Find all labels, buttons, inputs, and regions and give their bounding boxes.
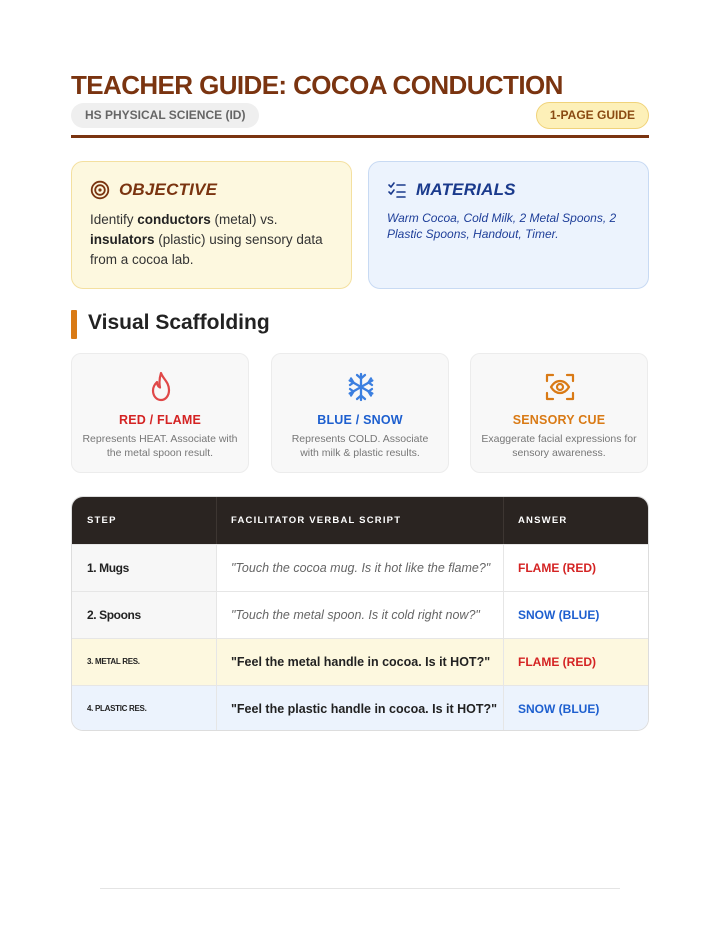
materials-card [368,161,649,289]
scaffold-tile-flame [71,353,249,473]
script-text: "Touch the metal spoon. Is it cold right now?" [231,608,480,622]
section-title: Visual Scaffolding [88,311,270,334]
page-title: TEACHER GUIDE: COCOA CONDUCTION [71,70,563,100]
column-header-step: STEP [87,515,117,526]
table-header [72,497,648,544]
tile-label: BLUE / SNOW [317,413,403,427]
step-cell [72,639,216,685]
tile-label: RED / FLAME [118,413,202,427]
table-row [72,544,648,591]
eye-icon [545,371,575,403]
answer-text: SNOW (BLUE) [518,702,600,716]
guide-chip: 1-PAGE GUIDE [536,102,649,129]
script-text: "Touch the cocoa mug. Is it hot like the flame?" [231,561,491,575]
materials-header [387,180,630,200]
objective-card [71,161,352,289]
header-divider [71,135,649,138]
course-chip: HS PHYSICAL SCIENCE (ID) [71,103,259,128]
step-label: 4. PLASTIC RES. [87,704,147,713]
answer-text: FLAME (RED) [518,561,596,575]
script-text: "Feel the metal handle in cocoa. Is it HOT?" [231,655,491,669]
answer-text: FLAME (RED) [518,655,596,669]
checklist-icon [387,180,407,200]
column-header-answer: ANSWER [518,515,568,526]
step-cell [72,592,216,638]
materials-title: MATERIALS [416,180,516,199]
header-divider [216,497,217,544]
step-label: 1. Mugs [87,561,129,575]
table-row [72,638,648,685]
objective-text: Identify conductors (metal) vs. insulators (plastic) using sensory data from a cocoa lab. [90,212,323,267]
snowflake-icon [346,371,376,403]
table-row [72,591,648,638]
scaffold-tile-snow [271,353,449,473]
header-divider [503,497,504,544]
step-cell [72,686,216,731]
step-label: 2. Spoons [87,608,141,622]
objective-header [90,180,333,200]
answer-text: SNOW (BLUE) [518,608,600,622]
table-row [72,685,648,731]
tile-description: Exaggerate facial expressions for sensory awareness. [481,433,637,459]
tile-label: SENSORY CUE [512,413,606,427]
footer-divider [100,888,620,889]
column-header-script: FACILITATOR VERBAL SCRIPT [231,515,402,526]
flame-icon [146,371,176,403]
section-accent-bar [71,310,77,339]
script-text: "Feel the plastic handle in cocoa. Is it HOT?" [231,702,498,716]
tile-description: Represents HEAT. Associate with the metal spoon result. [82,433,238,459]
tile-description: Represents COLD. Associate with milk & plastic results. [291,433,429,459]
materials-text: Warm Cocoa, Cold Milk, 2 Metal Spoons, 2 Plastic Spoons, Handout, Timer. [387,211,617,241]
step-label: 3. METAL RES. [87,657,140,666]
script-table [71,496,649,731]
objective-title: OBJECTIVE [119,180,218,199]
scaffold-tile-sensory [470,353,648,473]
target-icon [90,180,110,200]
step-cell [72,545,216,591]
